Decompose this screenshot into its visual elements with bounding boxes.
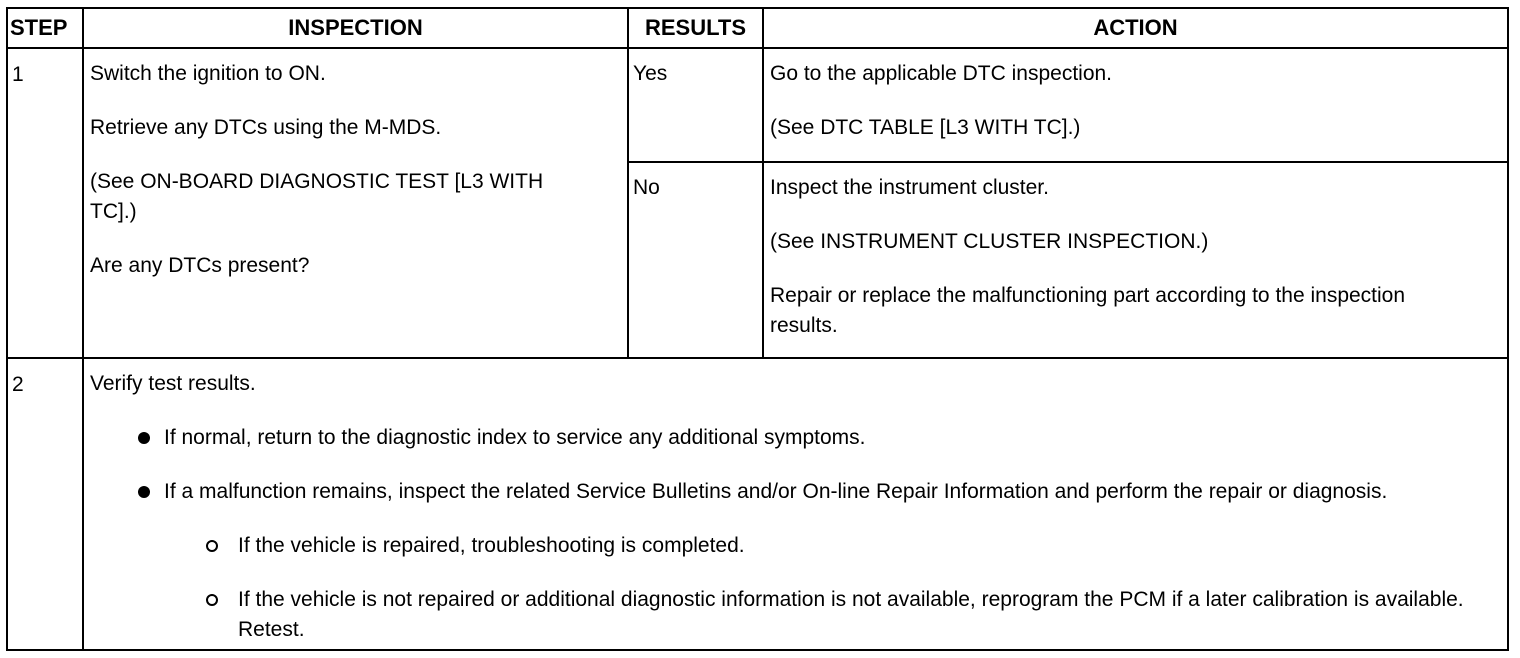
header-action: ACTION xyxy=(763,8,1508,48)
action-line: Go to the applicable DTC inspection. xyxy=(770,62,1113,85)
sub-list-item xyxy=(206,585,1499,645)
step-2-content xyxy=(83,358,1508,650)
header-row xyxy=(7,8,1508,48)
step-1-action-no xyxy=(763,162,1508,358)
action-reference: (See INSTRUMENT CLUSTER INSPECTION.) xyxy=(770,230,1209,253)
step-1-inspection-reference: (See ON-BOARD DIAGNOSTIC TEST [L3 WITH TC].) xyxy=(90,170,544,223)
action-reference: (See DTC TABLE [L3 WITH TC].) xyxy=(770,116,1081,139)
step-1-inspection-line: Switch the ignition to ON. xyxy=(90,62,326,85)
sub-list-item xyxy=(206,531,1499,561)
step-1-inspection xyxy=(83,48,628,358)
sub-bullet-text: If the vehicle is repaired, troubleshooting is completed. xyxy=(238,534,745,557)
step-1-number: 1 xyxy=(7,48,83,358)
step-1-inspection-question: Are any DTCs present? xyxy=(90,254,310,277)
circle-bullet-icon xyxy=(206,594,218,606)
step-2-intro: Verify test results. xyxy=(90,372,256,395)
diagnostic-procedure-table xyxy=(6,7,1509,651)
sub-bullet-text: If the vehicle is not repaired or additional diagnostic information is not available, reprogram the PCM if a later calibration is available. Retest. xyxy=(238,588,1464,641)
bullet-icon xyxy=(138,486,150,498)
bullet-text: If a malfunction remains, inspect the related Service Bulletins and/or On-line Repair Information and perform the repair or diagnosis. xyxy=(164,480,1388,503)
header-inspection: INSPECTION xyxy=(83,8,628,48)
bullet-list xyxy=(90,423,1499,645)
circle-bullet-icon xyxy=(206,540,218,552)
step-1-result-no: No xyxy=(628,162,763,358)
action-line: Inspect the instrument cluster. xyxy=(770,176,1049,199)
bullet-text: If normal, return to the diagnostic index to service any additional symptoms. xyxy=(164,426,866,449)
step-1-yes-row xyxy=(7,48,1508,162)
step-1-action-yes xyxy=(763,48,1508,162)
bullet-icon xyxy=(138,432,150,444)
step-2-number: 2 xyxy=(7,358,83,650)
list-item xyxy=(138,423,1499,453)
list-item xyxy=(138,477,1499,645)
header-results: RESULTS xyxy=(628,8,763,48)
sub-bullet-list xyxy=(164,531,1499,645)
step-1-inspection-line: Retrieve any DTCs using the M-MDS. xyxy=(90,116,442,139)
action-line: Repair or replace the malfunctioning part according to the inspection results. xyxy=(770,284,1406,337)
header-step: STEP xyxy=(7,8,83,48)
step-1-result-yes: Yes xyxy=(628,48,763,162)
step-2-row xyxy=(7,358,1508,650)
